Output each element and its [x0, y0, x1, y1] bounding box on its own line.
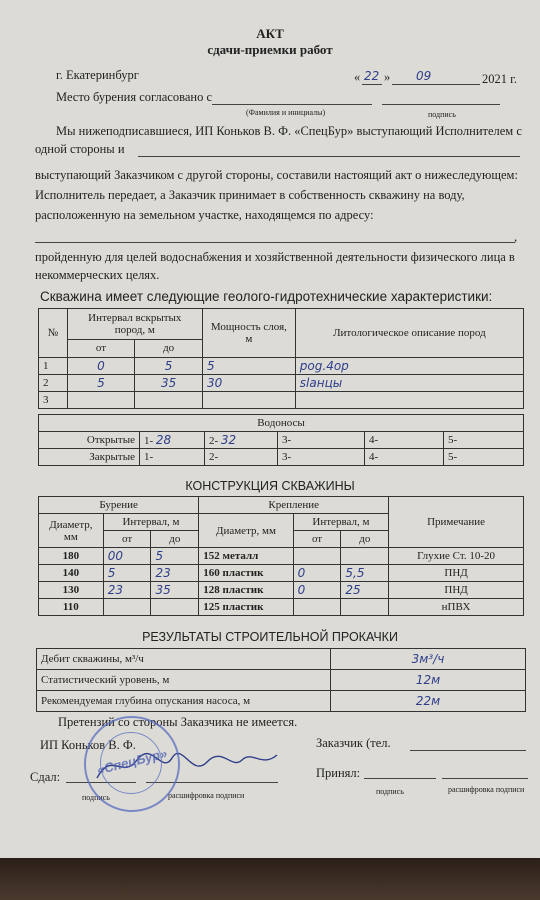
address-comma: , [514, 230, 518, 244]
casing-from [293, 548, 341, 565]
table-row [39, 432, 524, 449]
static-level-value: 12м [331, 670, 526, 691]
aquifer-p5: 5- [444, 449, 524, 466]
casing-from-header: от [293, 531, 341, 548]
drill-to: 23 [151, 565, 199, 582]
geo-col-lithology: Литологическое описание пород [295, 309, 523, 358]
received-decode-caption: расшифровка подписи [448, 785, 525, 794]
pump-depth-label: Рекомендуемая глубина опускания насоса, м [37, 691, 331, 712]
debit-value: 3м³/ч [331, 649, 526, 670]
casing-from [293, 599, 341, 616]
aquifer-open-v2: 32 [220, 433, 237, 447]
intro-line-4: Исполнитель передает, а Заказчик принимает в собственность скважину на воду, [35, 188, 465, 202]
doc-title: АКТ [256, 26, 284, 41]
note-header: Примечание [389, 497, 524, 548]
casing-note: ПНД [389, 582, 524, 599]
intro-line-2: одной стороны и [35, 142, 125, 156]
table-row [39, 449, 524, 466]
geo-row-no: 1 [39, 358, 68, 375]
aquifer-p4: 4- [365, 432, 444, 449]
drill-to: 5 [151, 548, 199, 565]
drill-diam-header: Диаметр, мм [39, 514, 104, 548]
drill-from: 5 [103, 565, 151, 582]
aquifer-p3: 3- [278, 432, 365, 449]
aquifer-p4: 4- [365, 449, 444, 466]
table-row [39, 548, 524, 565]
casing-to [341, 548, 389, 565]
casing-from: 0 [293, 565, 341, 582]
drill-diam: 140 [39, 565, 104, 582]
geo-col-to: до [135, 339, 203, 357]
casing-header: Крепление [199, 497, 389, 514]
drill-from [103, 599, 151, 616]
casing-to: 5,5 [341, 565, 389, 582]
received-label: Принял: [316, 766, 361, 780]
static-level-label: Статистический уровень, м [37, 670, 331, 691]
table-row [39, 599, 524, 616]
geo-row-no: 3 [39, 392, 68, 409]
geo-col-from: от [67, 339, 135, 357]
casing-note: ПНД [389, 565, 524, 582]
casing-to: 25 [341, 582, 389, 599]
drill-from-header: от [103, 531, 151, 548]
geo-row-desc: pog.4op [295, 358, 523, 375]
drilling-place-label: Место бурения согласовано с [56, 90, 212, 104]
drill-from: 00 [103, 548, 151, 565]
construct-table [38, 496, 524, 616]
drill-diam: 110 [39, 599, 104, 616]
date-day: 22 [364, 69, 380, 83]
intro-line-5: расположенную на земельном участке, находящемся по адресу: [35, 208, 374, 222]
date-quote-open: « [354, 70, 361, 84]
claims-text: Претензий со стороны Заказчика не имеется. [58, 715, 298, 729]
drill-diam: 130 [39, 582, 104, 599]
table-row [37, 670, 526, 691]
aquifer-p1: 1- [140, 449, 205, 466]
geo-row-to [135, 392, 203, 409]
date-year: 2021 г. [482, 72, 517, 86]
geo-col-no: № [39, 309, 68, 358]
geo-row-desc [295, 392, 523, 409]
sign-caption: подпись [428, 110, 456, 119]
aquifer-p3: 3- [278, 449, 365, 466]
debit-label: Дебит скважины, м³/ч [37, 649, 331, 670]
casing-diam: 160 пластик [199, 565, 293, 582]
construct-heading: КОНСТРУКЦИЯ СКВАЖИНЫ [185, 479, 355, 493]
geo-row-to: 35 [135, 375, 203, 392]
pump-depth-value: 22м [331, 691, 526, 712]
casing-diam: 152 металл [199, 548, 293, 565]
background-edge [0, 858, 540, 900]
geo-heading: Скважина имеет следующие геолого-гидротехнические характеристики: [40, 289, 493, 304]
table-row [39, 358, 524, 375]
received-sign-caption: подпись [376, 787, 404, 796]
table-row [39, 375, 524, 392]
geo-row-from [67, 392, 135, 409]
intro-line-3: выступающий Заказчиком с другой стороны, составили настоящий акт о нижеследующем: [35, 168, 518, 182]
casing-note: нПВХ [389, 599, 524, 616]
geo-col-interval: Интервал вскрытых пород, м [67, 309, 202, 340]
aquifer-p1: 1- [144, 435, 154, 447]
drill-to [151, 599, 199, 616]
stamp-text: «СпецБур» [95, 745, 169, 778]
geo-table [38, 308, 524, 409]
drill-to: 35 [151, 582, 199, 599]
city: г. Екатеринбург [56, 68, 139, 82]
casing-diam: 128 пластик [199, 582, 293, 599]
geo-row-thickness [202, 392, 295, 409]
geo-row-from: 5 [67, 375, 135, 392]
table-row [37, 691, 526, 712]
drill-to-header: до [151, 531, 199, 548]
drilling-header: Бурение [39, 497, 199, 514]
geo-col-thickness: Мощность слоя, м [202, 309, 295, 358]
handed-decode-caption: расшифровка подписи [168, 791, 245, 800]
date-quote-close: » [384, 70, 391, 84]
casing-diam-header: Диаметр, мм [199, 514, 293, 548]
table-row [37, 649, 526, 670]
casing-note: Глухие Ст. 10-20 [389, 548, 524, 565]
geo-row-desc: slaнцы [295, 375, 523, 392]
geo-row-thickness: 5 [202, 358, 295, 375]
fio-caption: (Фамилия и инициалы) [246, 108, 326, 117]
doc-subtitle: сдачи-приемки работ [207, 42, 333, 57]
drill-from: 23 [103, 582, 151, 599]
geo-row-no: 2 [39, 375, 68, 392]
aquifer-p5: 5- [444, 432, 524, 449]
results-heading: РЕЗУЛЬТАТЫ СТРОИТЕЛЬНОЙ ПРОКАЧКИ [142, 630, 398, 644]
aquifer-table [38, 414, 524, 466]
handed-sign-caption: подпись [82, 793, 110, 802]
contractor-name: ИП Коньков В. Ф. [40, 738, 136, 752]
geo-row-to: 5 [135, 358, 203, 375]
handed-label: Сдал: [30, 770, 61, 784]
casing-from: 0 [293, 582, 341, 599]
aquifer-open-v1: 28 [155, 433, 172, 447]
aquifer-title: Водоносы [39, 415, 524, 432]
intro-line-6: пройденную для целей водоснабжения и хозяйственной деятельности физического лица в [35, 250, 515, 264]
drill-interval-header: Интервал, м [103, 514, 199, 531]
aquifer-p2: 2- [209, 435, 219, 447]
casing-to-header: до [341, 531, 389, 548]
aquifer-open-label: Открытые [39, 432, 140, 449]
table-row [39, 392, 524, 409]
casing-interval-header: Интервал, м [293, 514, 389, 531]
geo-row-from: 0 [67, 358, 135, 375]
aquifer-closed-label: Закрытые [39, 449, 140, 466]
geo-row-thickness: 30 [202, 375, 295, 392]
intro-line-1: Мы нижеподписавшиеся, ИП Коньков В. Ф. «СпецБур» выступающий Исполнителем с [56, 124, 522, 138]
customer-label: Заказчик (тел. [316, 736, 391, 750]
casing-diam: 125 пластик [199, 599, 293, 616]
company-stamp [84, 716, 180, 812]
drill-diam: 180 [39, 548, 104, 565]
results-table [36, 648, 526, 712]
table-row [39, 565, 524, 582]
table-row [39, 582, 524, 599]
aquifer-p2: 2- [205, 449, 278, 466]
date-month: 09 [416, 69, 432, 83]
casing-to [341, 599, 389, 616]
intro-line-7: некоммерческих целях. [35, 268, 160, 282]
